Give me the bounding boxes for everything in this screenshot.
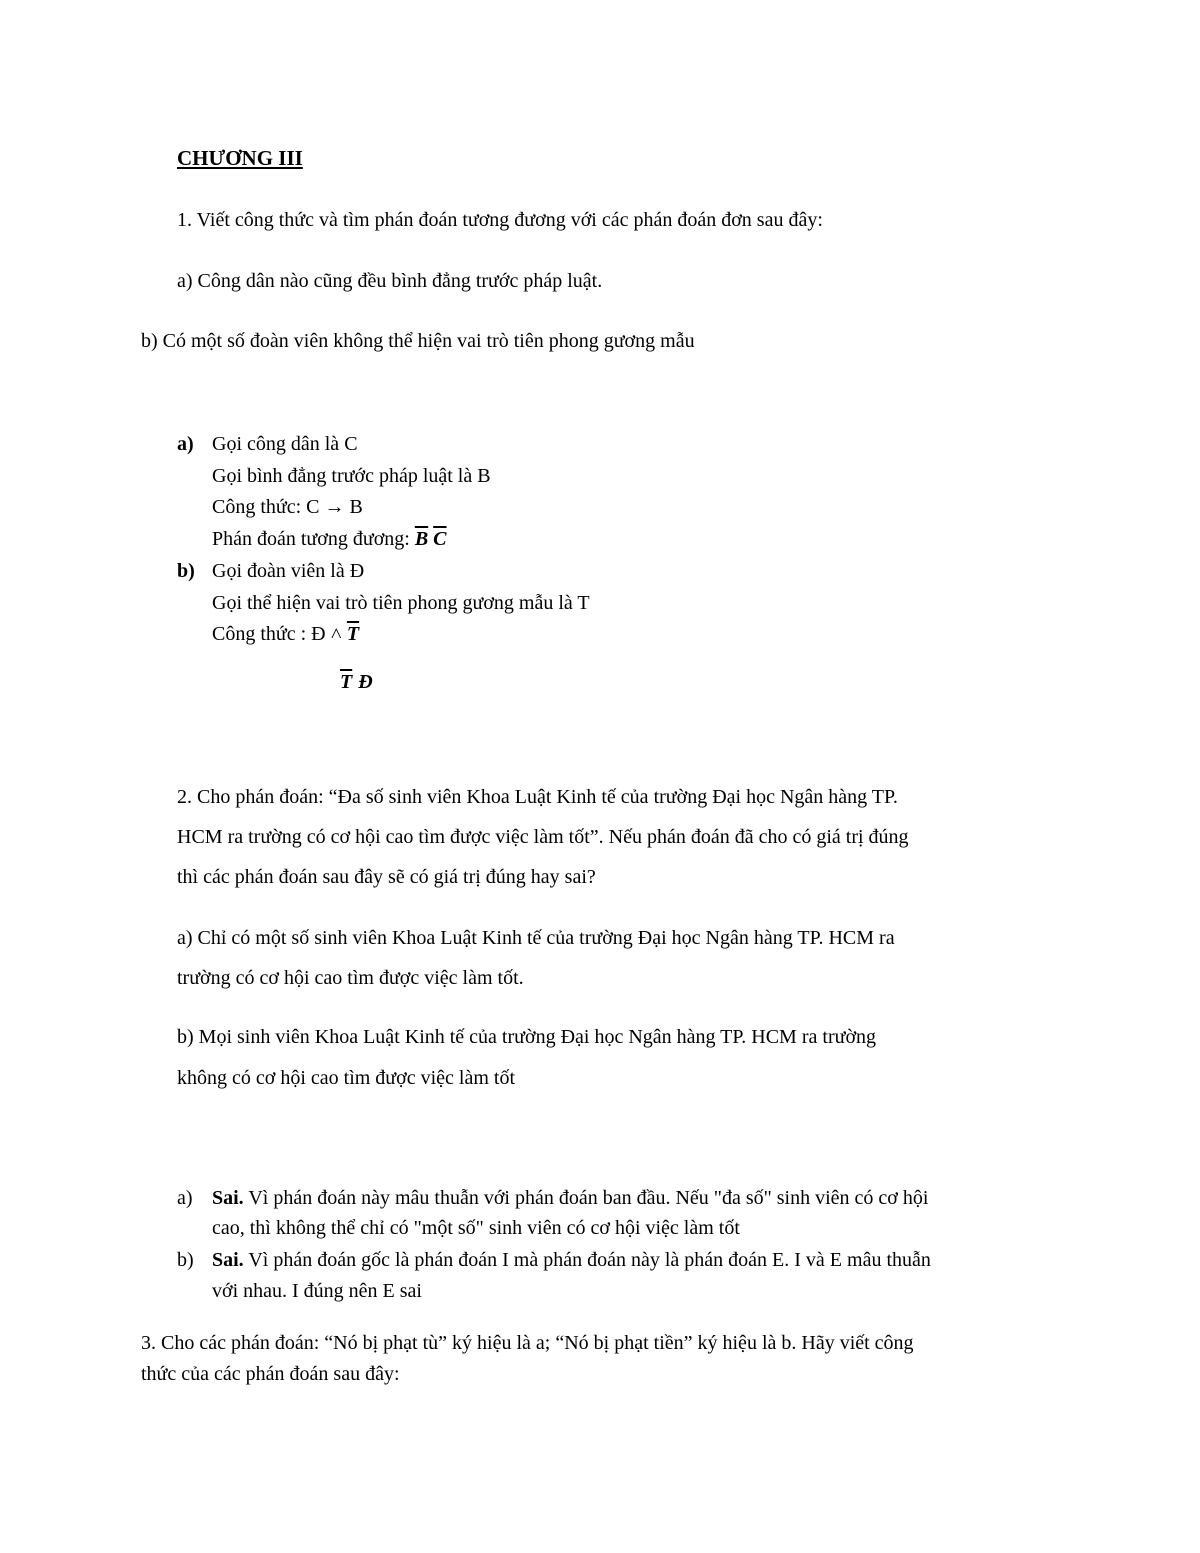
negated-b-symbol: $\overline{B}$ xyxy=(414,528,429,550)
ans1-a-line: Gọi bình đẳng trước pháp luật là B xyxy=(212,465,491,487)
q2-item-a: trường có cơ hội cao tìm được việc làm tốt. xyxy=(177,967,524,989)
chapter-title: CHƯƠNG III xyxy=(177,146,303,170)
ans2-a-reason: Vì phán đoán này mâu thuẫn với phán đoán ban đầu. Nếu "đa số" sinh viên có cơ hội xyxy=(243,1187,929,1209)
ans1-a-line: Gọi công dân là C xyxy=(212,433,358,455)
q2-item-a: a) Chỉ có một số sinh viên Khoa Luật Kinh tế của trường Đại học Ngân hàng TP. HCM ra xyxy=(177,927,895,949)
ans1-b-equivalent xyxy=(340,670,373,694)
ans2-a-line: cao, thì không thể chỉ có "một số" sinh viên có cơ hội việc làm tốt xyxy=(212,1217,740,1239)
q1-item-b: b) Có một số đoàn viên không thể hiện vai trò tiên phong gương mẫu xyxy=(141,330,695,352)
ans2-b-line xyxy=(212,1248,931,1272)
ans1-b-label: b) xyxy=(177,560,195,582)
q1-item-a: a) Công dân nào cũng đều bình đẳng trước pháp luật. xyxy=(177,270,603,292)
negated-t-symbol: $\overline{T}$ xyxy=(346,623,360,645)
ans1-a-label: a) xyxy=(177,433,194,455)
q2-prompt-line: HCM ra trường có cơ hội cao tìm được việc làm tốt”. Nếu phán đoán đã cho có giá trị đúng xyxy=(177,826,909,848)
ans1-b-line: Gọi thể hiện vai trò tiên phong gương mẫu là T xyxy=(212,592,590,614)
q2-item-b: không có cơ hội cao tìm được việc làm tốt xyxy=(177,1067,516,1089)
ans1-a-equivalent-label: Phán đoán tương đương: xyxy=(212,528,410,550)
negated-c-symbol: $\overline{C}$ xyxy=(433,528,447,550)
ans1-b-formula-label: Công thức : Đ ˄ xyxy=(212,623,342,645)
d-symbol: Đ xyxy=(358,671,373,693)
q2-prompt-line: 2. Cho phán đoán: “Đa số sinh viên Khoa Luật Kinh tế của trường Đại học Ngân hàng TP. xyxy=(177,786,898,808)
ans1-b-formula xyxy=(212,622,359,646)
ans1-a-equivalent xyxy=(212,527,447,551)
q2-prompt-line: thì các phán đoán sau đây sẽ có giá trị đúng hay sai? xyxy=(177,866,596,888)
ans1-b-line: Gọi đoàn viên là Đ xyxy=(212,560,365,582)
ans2-b-label: b) xyxy=(177,1249,194,1271)
ans2-a-label: a) xyxy=(177,1187,193,1209)
q2-item-b: b) Mọi sinh viên Khoa Luật Kinh tế của trường Đại học Ngân hàng TP. HCM ra trường xyxy=(177,1026,877,1048)
ans2-b-reason: Vì phán đoán gốc là phán đoán I mà phán đoán này là phán đoán E. I và E mâu thuẫn xyxy=(243,1249,931,1271)
ans2-a-verdict: Sai. xyxy=(212,1187,244,1209)
ans2-b-line: với nhau. I đúng nên E sai xyxy=(212,1280,422,1302)
ans2-b-verdict: Sai. xyxy=(212,1249,244,1271)
ans2-a-line xyxy=(212,1186,928,1210)
q1-prompt: 1. Viết công thức và tìm phán đoán tương đương với các phán đoán đơn sau đây: xyxy=(177,209,823,231)
q3-line: 3. Cho các phán đoán: “Nó bị phạt tù” ký hiệu là a; “Nó bị phạt tiền” ký hiệu là b. Hãy viết công xyxy=(141,1332,914,1354)
q3-line: thức của các phán đoán sau đây: xyxy=(141,1363,400,1385)
negated-t-symbol: $\overline{T}$ xyxy=(340,671,353,693)
ans1-a-line: Công thức: C → B xyxy=(212,496,363,518)
